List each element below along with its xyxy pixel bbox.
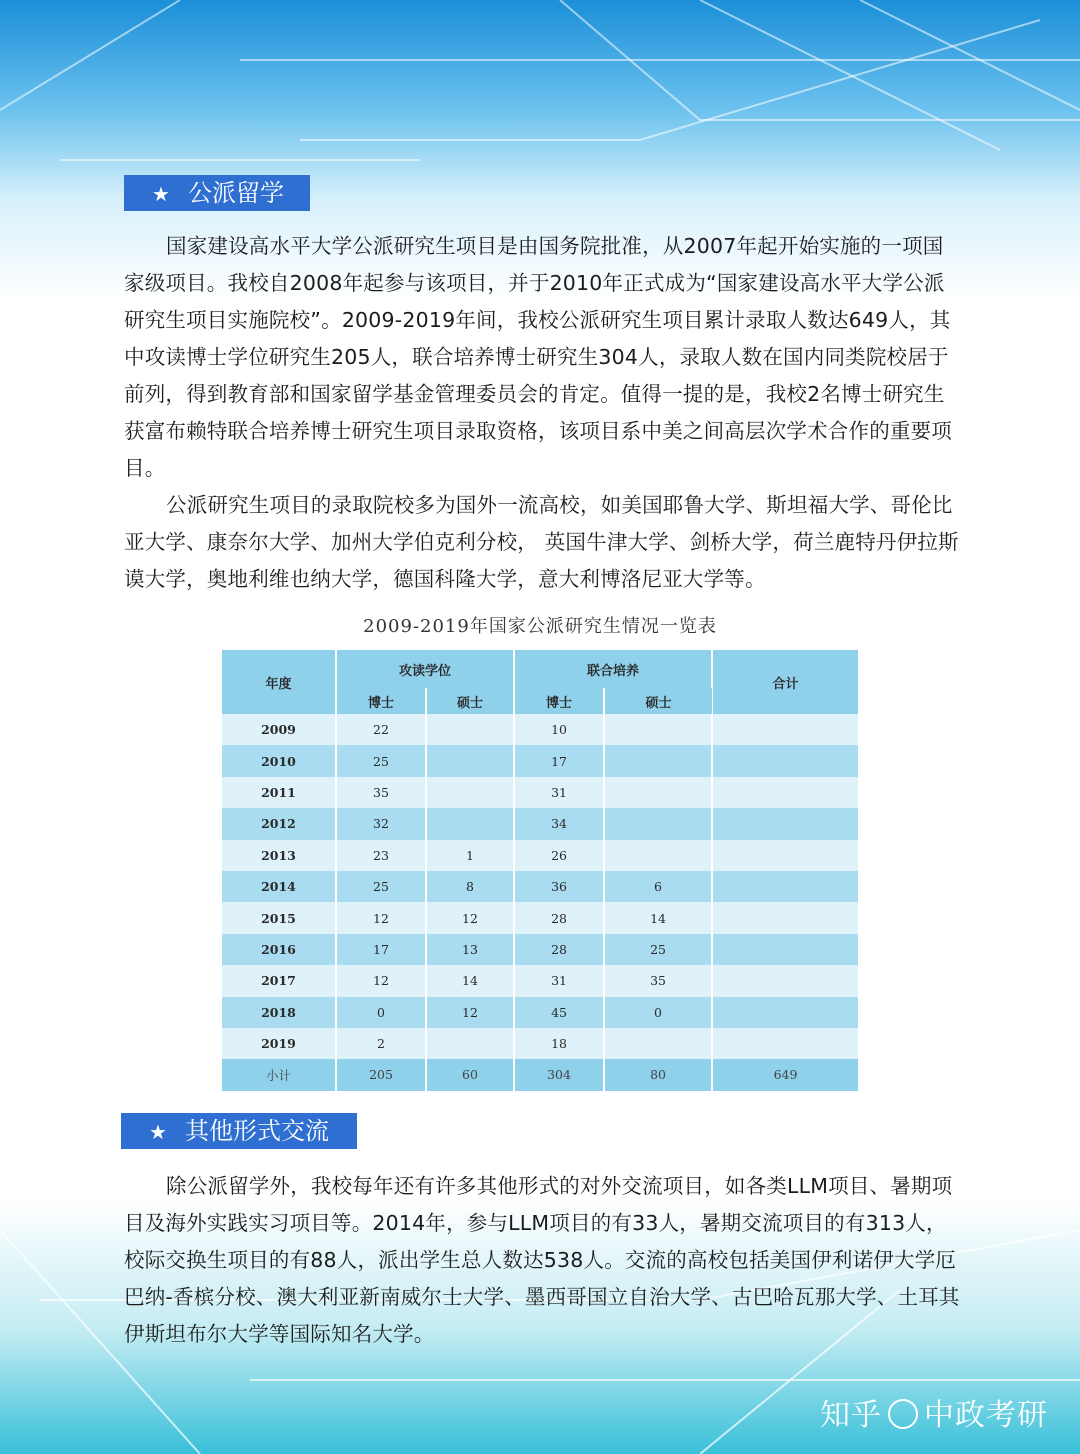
statistics-table xyxy=(222,650,858,1091)
header-total: 合计 xyxy=(712,650,858,714)
cell-a-phd: 0 xyxy=(336,997,426,1028)
cell-b-master: 80 xyxy=(604,1059,712,1090)
cell-a-master: 1 xyxy=(426,840,514,871)
cell-year: 2019 xyxy=(222,1028,336,1059)
section-header-other-exchange xyxy=(121,1113,357,1149)
cell-a-master xyxy=(426,808,514,839)
cell-b-phd: 28 xyxy=(514,902,604,933)
cell-year: 2015 xyxy=(222,902,336,933)
cell-a-phd: 25 xyxy=(336,871,426,902)
cell-b-master xyxy=(604,1028,712,1059)
cell-total xyxy=(712,808,858,839)
table-row xyxy=(222,997,858,1028)
cell-a-master: 13 xyxy=(426,934,514,965)
header-joint-master: 硕士 xyxy=(604,688,712,714)
cell-year: 2013 xyxy=(222,840,336,871)
section-header-public-study xyxy=(124,175,310,211)
table-row xyxy=(222,808,858,839)
cell-b-phd: 10 xyxy=(514,714,604,745)
cell-total xyxy=(712,934,858,965)
cell-a-master: 12 xyxy=(426,902,514,933)
cell-total xyxy=(712,745,858,776)
cell-a-master xyxy=(426,714,514,745)
star-icon: ★ xyxy=(152,182,170,206)
cell-a-phd: 32 xyxy=(336,808,426,839)
star-icon: ★ xyxy=(149,1120,167,1144)
zhihu-account-icon xyxy=(888,1399,918,1429)
cell-a-phd: 12 xyxy=(336,902,426,933)
table-row xyxy=(222,965,858,996)
header-year: 年度 xyxy=(222,650,336,714)
watermark-account: 中政考研 xyxy=(924,1398,1048,1433)
cell-year: 2016 xyxy=(222,934,336,965)
cell-b-master: 35 xyxy=(604,965,712,996)
cell-b-phd: 36 xyxy=(514,871,604,902)
paragraph-other-exchange: 除公派留学外，我校每年还有许多其他形式的对外交流项目，如各类LLM项目、暑期项目及海外实践实习项目等。2014年，参与LLM项目的有33人，暑期交流项目的有313人，校际交换生项目的有88人，派出学生总人数达538人。交流的高校包括美国伊利诺伊大学厄巴纳-香槟分校、澳大利亚新南威尔士大学、墨西哥国立自治大学、古巴哈瓦那大学、土耳其伊斯坦布尔大学等国际知名大学。 xyxy=(124,1174,960,1346)
header-degree-phd: 博士 xyxy=(336,688,426,714)
table-row xyxy=(222,714,858,745)
table-row xyxy=(222,745,858,776)
cell-b-phd: 304 xyxy=(514,1059,604,1090)
table-row-subtotal xyxy=(222,1059,858,1090)
table-caption: 2009-2019年国家公派研究生情况一览表 xyxy=(363,616,717,637)
cell-year: 2018 xyxy=(222,997,336,1028)
cell-b-master xyxy=(604,745,712,776)
cell-total xyxy=(712,840,858,871)
cell-b-master xyxy=(604,714,712,745)
cell-a-master: 12 xyxy=(426,997,514,1028)
cell-year: 2014 xyxy=(222,871,336,902)
cell-a-master: 8 xyxy=(426,871,514,902)
cell-b-master: 6 xyxy=(604,871,712,902)
cell-b-master xyxy=(604,808,712,839)
cell-b-phd: 28 xyxy=(514,934,604,965)
cell-b-phd: 45 xyxy=(514,997,604,1028)
section-title: 公派留学 xyxy=(188,179,284,207)
cell-subtotal-label: 小计 xyxy=(222,1059,336,1090)
cell-a-master xyxy=(426,777,514,808)
watermark xyxy=(820,1390,1048,1434)
cell-a-phd: 12 xyxy=(336,965,426,996)
cell-a-phd: 22 xyxy=(336,714,426,745)
header-joint: 联合培养 xyxy=(514,650,712,688)
cell-b-master: 14 xyxy=(604,902,712,933)
cell-b-phd: 31 xyxy=(514,965,604,996)
cell-total xyxy=(712,997,858,1028)
cell-year: 2011 xyxy=(222,777,336,808)
cell-b-phd: 31 xyxy=(514,777,604,808)
header-degree: 攻读学位 xyxy=(336,650,514,688)
cell-a-master: 60 xyxy=(426,1059,514,1090)
cell-total xyxy=(712,902,858,933)
cell-a-phd: 23 xyxy=(336,840,426,871)
cell-year: 2012 xyxy=(222,808,336,839)
table-row xyxy=(222,1028,858,1059)
cell-total xyxy=(712,871,858,902)
cell-year: 2009 xyxy=(222,714,336,745)
cell-b-phd: 18 xyxy=(514,1028,604,1059)
cell-b-phd: 34 xyxy=(514,808,604,839)
section-title: 其他形式交流 xyxy=(185,1117,329,1145)
cell-total xyxy=(712,714,858,745)
header-joint-phd: 博士 xyxy=(514,688,604,714)
cell-a-master: 14 xyxy=(426,965,514,996)
cell-year: 2010 xyxy=(222,745,336,776)
cell-b-phd: 26 xyxy=(514,840,604,871)
cell-b-phd: 17 xyxy=(514,745,604,776)
header-degree-master: 硕士 xyxy=(426,688,514,714)
table-row xyxy=(222,934,858,965)
paragraph-admitted-universities: 公派研究生项目的录取院校多为国外一流高校，如美国耶鲁大学、斯坦福大学、哥伦比亚大学、康奈尔大学、加州大学伯克利分校， 英国牛津大学、剑桥大学，荷兰鹿特丹伊拉斯谟大学，奥地利维也纳大学，德国科隆大学，意大利博洛尼亚大学等。 xyxy=(124,493,959,591)
cell-b-master: 0 xyxy=(604,997,712,1028)
cell-a-phd: 2 xyxy=(336,1028,426,1059)
table-row xyxy=(222,871,858,902)
table-row xyxy=(222,902,858,933)
cell-a-master xyxy=(426,1028,514,1059)
cell-a-phd: 35 xyxy=(336,777,426,808)
cell-b-master: 25 xyxy=(604,934,712,965)
cell-total xyxy=(712,965,858,996)
cell-year: 2017 xyxy=(222,965,336,996)
cell-a-phd: 25 xyxy=(336,745,426,776)
cell-b-master xyxy=(604,840,712,871)
cell-total: 649 xyxy=(712,1059,858,1090)
paragraph-public-study-intro: 国家建设高水平大学公派研究生项目是由国务院批准，从2007年起开始实施的一项国家级项目。我校自2008年起参与该项目，并于2010年正式成为“国家建设高水平大学公派研究生项目实施院校”。2009-2019年间，我校公派研究生项目累计录取人数达649人，其中攻读博士学位研究生205人，联合培养博士研究生304人，录取人数在国内同类院校居于前列，得到教育部和国家留学基金管理委员会的肯定。值得一提的是，我校2名博士研究生获富布赖特联合培养博士研究生项目录取资格，该项目系中美之间高层次学术合作的重要项目。 xyxy=(124,234,952,480)
cell-total xyxy=(712,1028,858,1059)
cell-a-phd: 205 xyxy=(336,1059,426,1090)
table-row xyxy=(222,840,858,871)
cell-a-phd: 17 xyxy=(336,934,426,965)
cell-b-master xyxy=(604,777,712,808)
cell-total xyxy=(712,777,858,808)
cell-a-master xyxy=(426,745,514,776)
table-row xyxy=(222,777,858,808)
watermark-platform: 知乎 xyxy=(820,1398,882,1433)
